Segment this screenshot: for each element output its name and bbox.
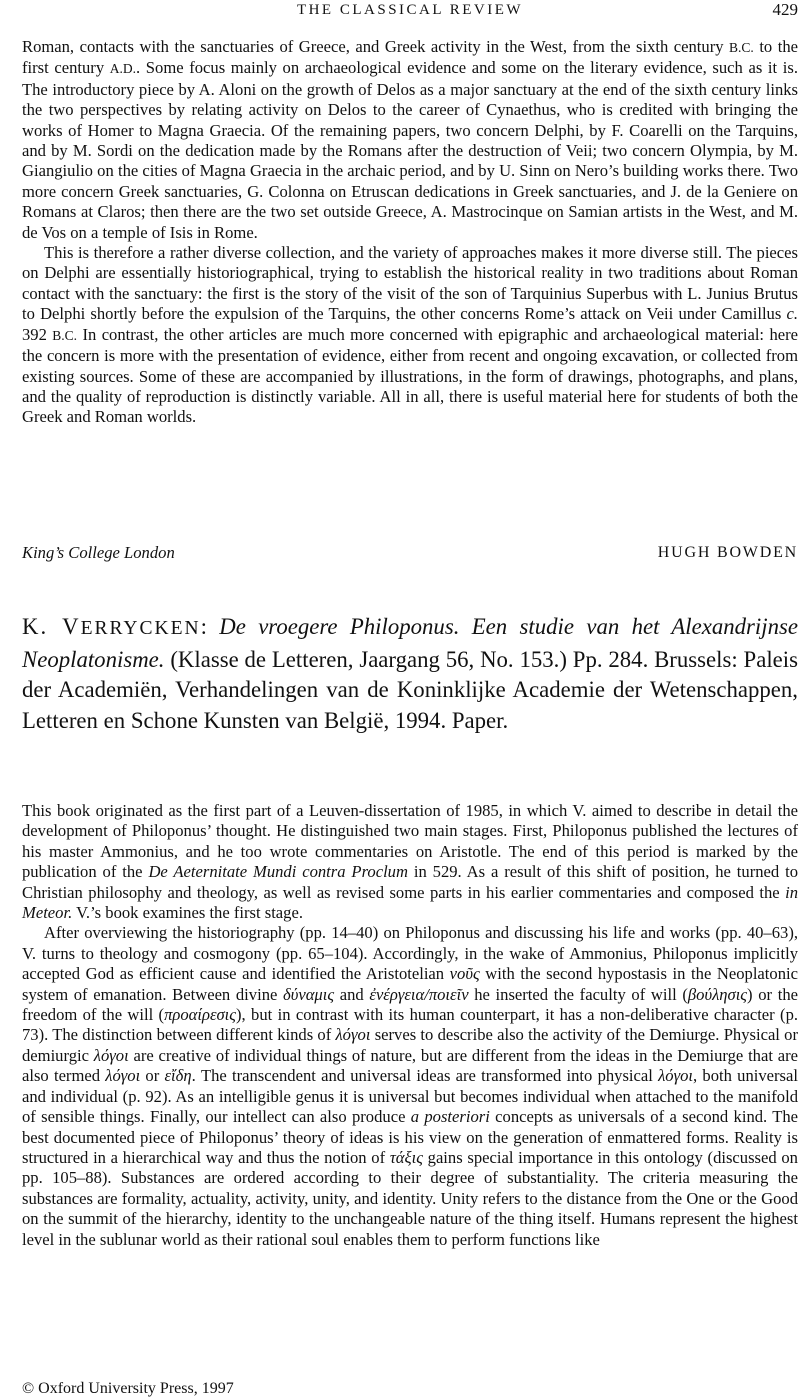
journal-title: THE CLASSICAL REVIEW [296, 2, 524, 18]
review-1-signature [22, 542, 798, 564]
running-head [22, 0, 798, 22]
review-2-paragraph-1: This book originated as the first part of a Leuven-dissertation of 1985, in which V. aimed to describe in detail the development of Philoponus’ thought. He distinguished two main stages. First, Philoponus published the lectures of his master Ammonius, and he too wrote commentaries on Aristotle. The end of this period is marked by the publication of the De Aeternitate Mundi contra Proclum in 529. As a result of this shift of position, he turned to Christian philosophy and theology, as well as revised some parts in his earlier commentaries and composed the in Meteor. V.’s book examines the first stage. [22, 801, 798, 923]
reviewer-institution: King’s College London [22, 543, 175, 562]
review-1-paragraph-1: Roman, contacts with the sanctuaries of Greece, and Greek activity in the West, from the sixth century B.C. to the first century A.D.. Some focus mainly on archaeological evidence and some on the literary evidence, such as it is. The introductory piece by A. Aloni on the growth of Delos as a major sanctuary at the end of the sixth century links the two perspectives by relating activity on Delos to the career of Cynaethus, who is credited with bringing the works of Homer to Magna Graecia. Of the remaining papers, two concern Delphi, by F. Coarelli on the Tarquins, and by M. Sordi on the dedication made by the Romans after the destruction of Veii; two concern Olympia, by M. Giangiulio on the cities of Magna Graecia in the archaic period, and by U. Sinn on Nero’s building works there. Two more concern Greek sanctuaries, G. Colonna on Etruscan dedications in Greek sanctuaries, and J. de la Geniere on Romans at Claros; then there are the two set outside Greece, A. Mastrocinque on Samian artists in the West, and M. de Vos on a temple of Isis in Rome. [22, 37, 798, 242]
review-1-body [22, 37, 798, 428]
review-2-paragraph-2: After overviewing the historiography (pp. 14–40) on Philoponus and discussing his life and works (pp. 40–63), V. turns to theology and cosmogony (pp. 65–104). Accordingly, in the wake of Ammonius, Philoponus implicitly accepted God as efficient cause and identified the Aristotelian νοῦς with the second hypostasis in the Neoplatonic system of emanation. Between divine δύναμις and ἐνέργεια/ποιεῖν he inserted the faculty of will (βούλησις) or the freedom of the will (προαίρεσις), but in contrast with its human counterpart, it has a non-deliberative character (p. 73). The distinction between different kinds of λόγοι serves to describe also the activity of the Demiurge. Physical or demiurgic λόγοι are creative of individual things of nature, but are different from the ideas in the Demiurge that are also termed λόγοι or εἴδη. The transcendent and universal ideas are transformed into physical λόγοι, both universal and individual (p. 92). As an intelligible genus it is universal but becomes individual when attached to the manifold of sensible things. Finally, our intellect can also produce a posteriori concepts as universals of a second kind. The best documented piece of Philoponus’ theory of ideas is his view on the generation of enmattered forms. Reality is structured in a hierarchical way and thus the notion of τάξις gains special importance in this ontology (discussed on pp. 105–88). Substances are ordered according to their degree of substantiality. The criteria measuring the substances are formality, actuality, activity, unity, and identity. Unity refers to the distance from the One or the Good on the summit of the hierarchy, identity to the unchangeable nature of the thing itself. Humans represent the highest level in the sublunar world as their rational soul enables them to perform functions like [22, 923, 799, 1249]
book-author: K. VERRYCKEN [22, 614, 201, 639]
reviewer-name: HUGH BOWDEN [657, 544, 798, 561]
copyright-footer: © Oxford University Press, 1997 [22, 1380, 234, 1397]
book-title: De vroegere Philoponus. Een studie van het Alexandrijnse Neoplatonisme. [22, 614, 798, 672]
review-1-paragraph-2: This is therefore a rather diverse collection, and the variety of approaches makes it more diverse still. The pieces on Delphi are essentially historiographical, trying to establish the historical reality in two traditions about Roman contact with the sanctuary: the first is the story of the visit of the son of Tarquinius Superbus with L. Junius Brutus to Delphi shortly before the expulsion of the Tarquins, the other concerns Rome’s attack on Veii under Camillus c. 392 B.C. In contrast, the other articles are much more concerned with epigraphic and archaeological material: here the concern is more with the presentation of evidence, either from recent and ongoing excavation, or collected from existing sources. Some of these are accompanied by illustrations, in the form of drawings, photographs, and plans, and the quality of reproduction is distinctly variable. All in all, there is useful material here for students of both the Greek and Roman worlds. [22, 243, 798, 427]
page-number: 429 [772, 0, 798, 19]
review-2-heading: K. VERRYCKEN: De vroegere Philoponus. Een studie van het Alexandrijnse Neoplatonisme. (Klasse de Letteren, Jaargang 56, No. 153.) Pp. 284. Brussels: Paleis der Academiën, Verhandelingen van de Koninklijke Academie der Wetenschappen, Letteren en Schone Kunsten van België, 1994. Paper. [22, 614, 798, 733]
review-2-body [22, 801, 798, 1250]
book-details: (Klasse de Letteren, Jaargang 56, No. 153.) Pp. 284. Brussels: Paleis der Academiën, Verhandelingen van de Koninklijke Academie der Wetenschappen, Letteren en Schone Kunsten van België, 1994. Paper. [22, 646, 798, 733]
